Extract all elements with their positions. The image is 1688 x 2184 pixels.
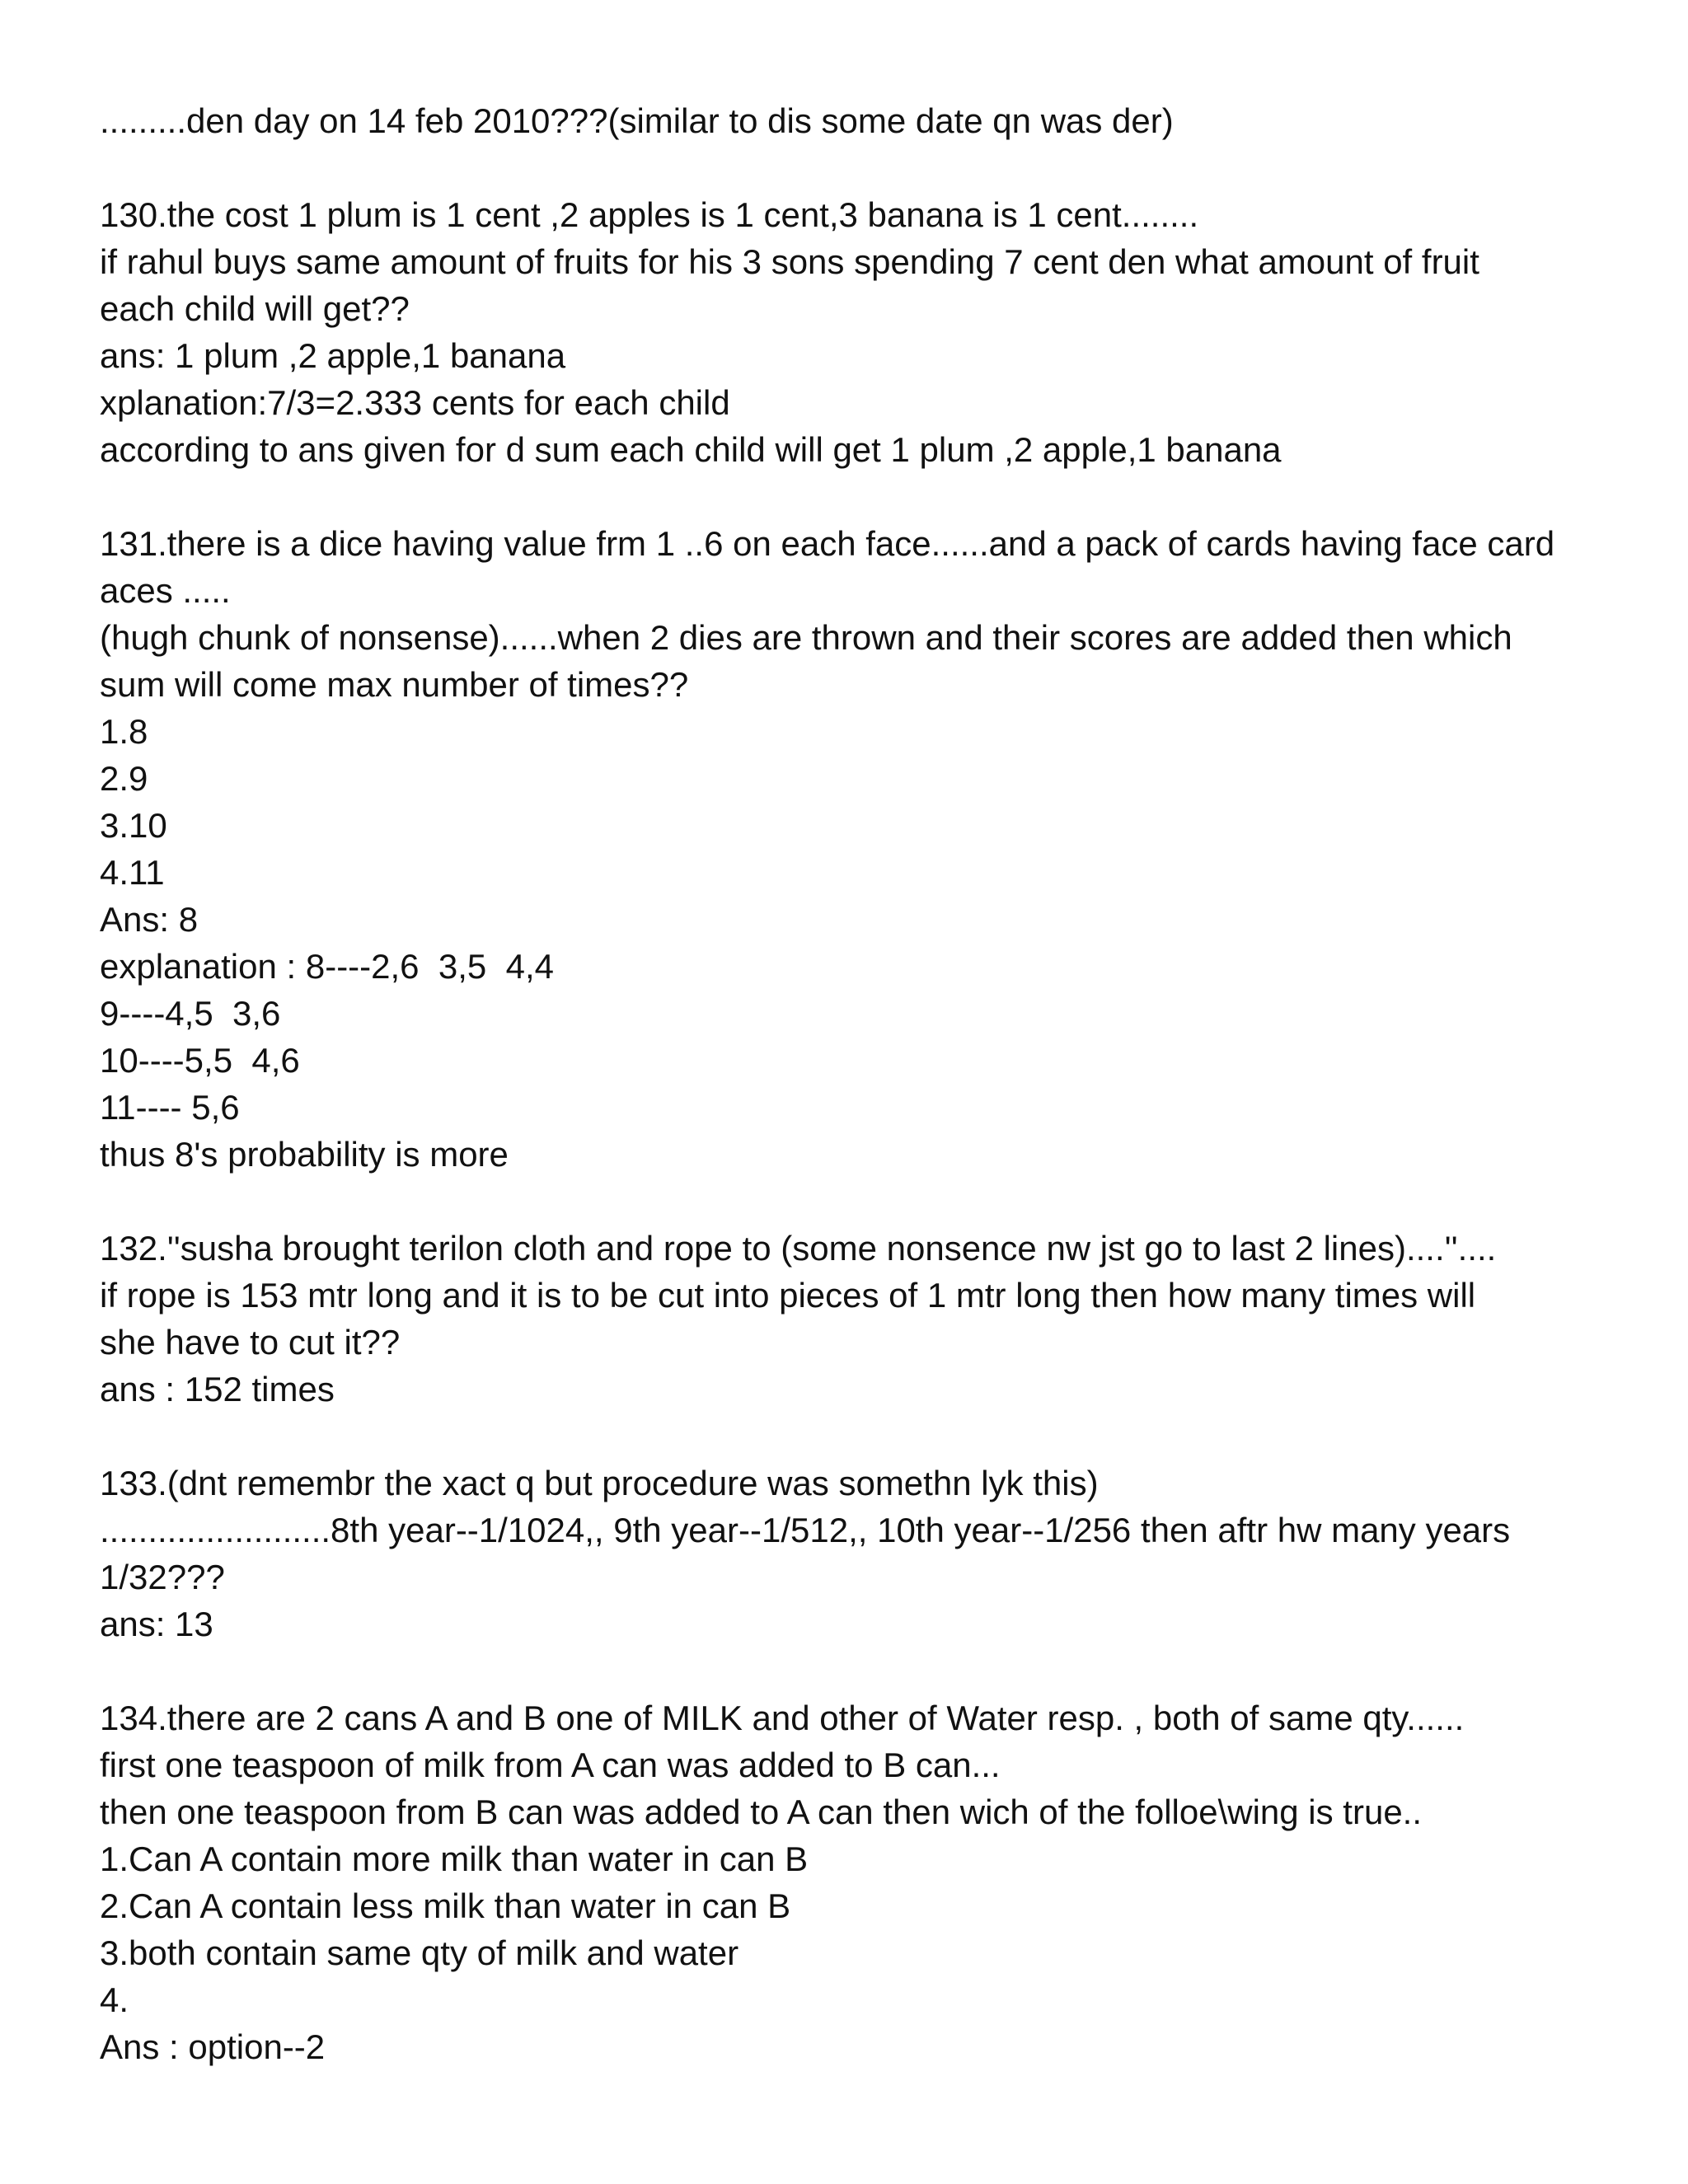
answer-text: Ans : option--2 [100,2027,326,2066]
question-text: aces ..... [100,571,231,610]
explanation-text: explanation : 8----2,6 3,5 4,4 [100,947,554,986]
text-line: .........den day on 14 feb 2010???(similar to dis some date qn was der) [100,101,1174,140]
option-text: 1.Can A contain more milk than water in can B [100,1840,809,1878]
question-text: 132.''susha brought terilon cloth and rope to (some nonsence nw jst go to last 2 lines)....''.... [100,1229,1497,1268]
question-text: each child will get?? [100,289,410,328]
question-132 [100,1225,1600,1413]
question-text: 1/32??? [100,1558,225,1596]
explanation-text: thus 8's probability is more [100,1135,509,1174]
question-130 [100,191,1600,473]
question-text: sum will come max number of times?? [100,665,689,704]
question-131 [100,520,1600,1178]
question-text: 130.the cost 1 plum is 1 cent ,2 apples is 1 cent,3 banana is 1 cent........ [100,195,1199,234]
option-text: 3.10 [100,806,167,845]
explanation-text: 11---- 5,6 [100,1088,240,1127]
question-text: (hugh chunk of nonsense)......when 2 dies are thrown and their scores are added then which [100,618,1512,657]
option-text: 4. [100,1980,129,2019]
question-text: 134.there are 2 cans A and B one of MILK and other of Water resp. , both of same qty...... [100,1699,1465,1737]
question-text: if rahul buys same amount of fruits for his 3 sons spending 7 cent den what amount of fruit [100,242,1479,281]
question-text: then one teaspoon from B can was added to A can then wich of the folloe\wing is true.. [100,1793,1423,1831]
document-body [100,97,1600,2070]
option-text: 2.9 [100,759,148,798]
question-text: she have to cut it?? [100,1323,401,1361]
answer-text: ans : 152 times [100,1370,335,1408]
explanation-text: according to ans given for d sum each child will get 1 plum ,2 apple,1 banana [100,430,1282,469]
answer-text: ans: 13 [100,1605,213,1643]
answer-text: Ans: 8 [100,900,199,939]
question-text: ........................8th year--1/1024,, 9th year--1/512,, 10th year--1/256 then aftr hw many years [100,1511,1511,1549]
option-text: 4.11 [100,853,165,892]
question-text: first one teaspoon of milk from A can was added to B can... [100,1746,1001,1784]
question-134 [100,1694,1600,2070]
option-text: 1.8 [100,712,148,751]
question-text: if rope is 153 mtr long and it is to be cut into pieces of 1 mtr long then how many times will [100,1276,1476,1315]
explanation-text: xplanation:7/3=2.333 cents for each child [100,383,730,422]
option-text: 2.Can A contain less milk than water in can B [100,1886,791,1925]
question-text: 131.there is a dice having value frm 1 ..6 on each face......and a pack of cards having face card [100,524,1555,563]
question-133 [100,1460,1600,1647]
answer-text: ans: 1 plum ,2 apple,1 banana [100,336,566,375]
explanation-text: 10----5,5 4,6 [100,1041,300,1080]
paragraph-date-question [100,97,1600,144]
explanation-text: 9----4,5 3,6 [100,994,281,1033]
option-text: 3.both contain same qty of milk and water [100,1933,739,1972]
question-text: 133.(dnt remembr the xact q but procedure was somethn lyk this) [100,1464,1099,1502]
